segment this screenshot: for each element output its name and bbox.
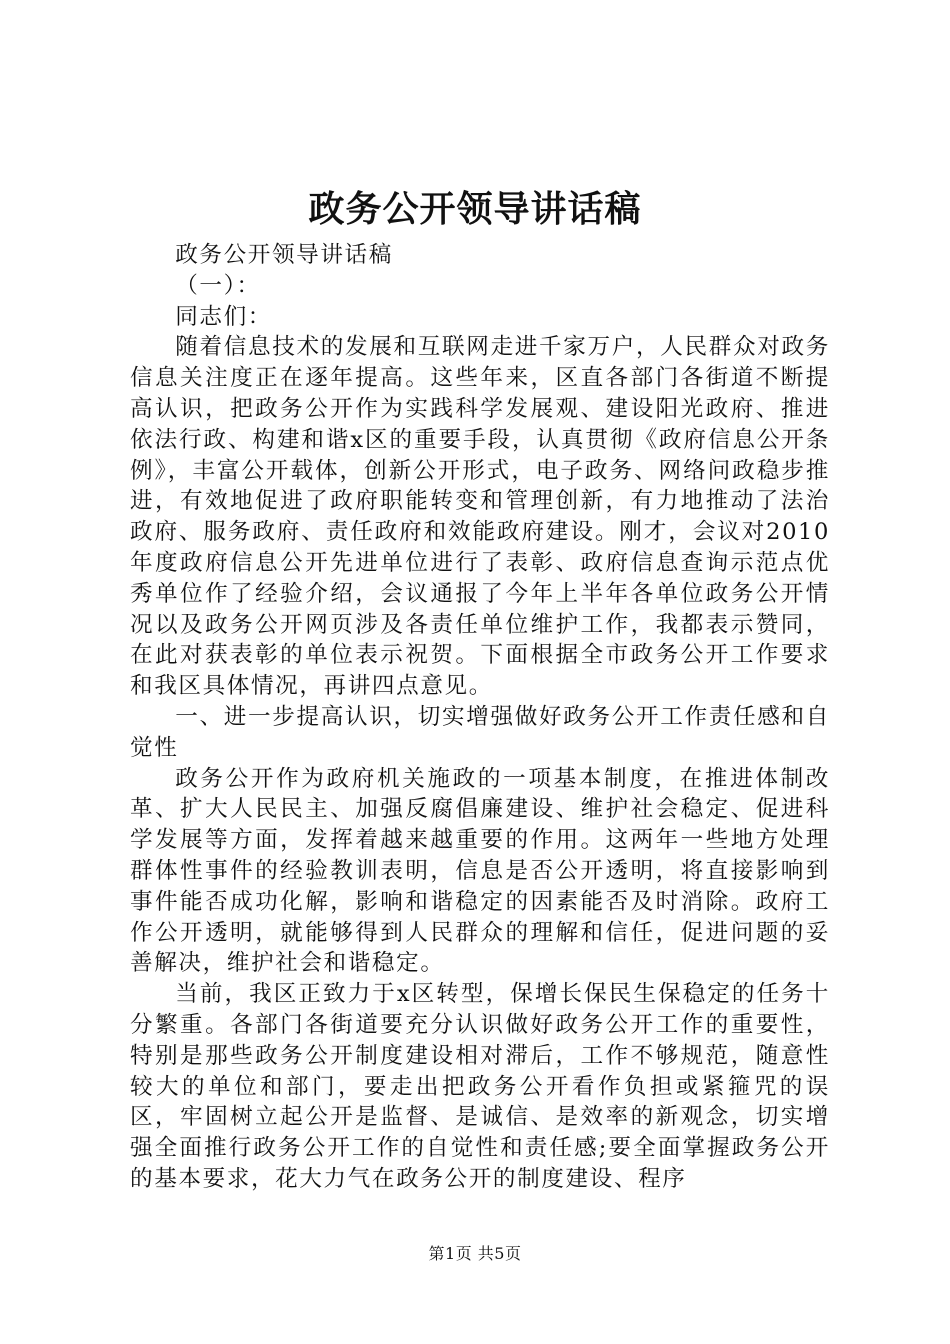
paragraph-heading-one: 一、进一步提高认识，切实增强做好政务公开工作责任感和自觉性 bbox=[130, 703, 830, 761]
paragraph-intro: 随着信息技术的发展和互联网走进千家万户，人民群众对政务信息关注度正在逐年提高。这些年来，区直各部门各街道不断提高认识，把政务公开作为实践科学发展观、建设阳光政府、推进依法行政、构建和谐x区的重要手段，认真贯彻《政府信息公开条例》，丰富公开载体，创新公开形式，电子政务、网络问政稳步推进，有效地促进了政府职能转变和管理创新，有力地推动了法治政府、服务政府、责任政府和效能政府建设。刚才，会议对2010年度政府信息公开先进单位进行了表彰、政府信息查询示范点优秀单位作了经验介绍，会议通报了今年上半年各单位政务公开情况以及政务公开网页涉及各责任单位维护工作，我都表示赞同，在此对获表彰的单位表示祝贺。下面根据全市政务公开工作要求和我区具体情况，再讲四点意见。 bbox=[130, 334, 830, 700]
document-title: 政务公开领导讲话稿 bbox=[308, 188, 642, 230]
paragraph-section-number: （一）： bbox=[175, 272, 261, 299]
paragraph-body-1: 政务公开作为政府机关施政的一项基本制度，在推进体制改革、扩大人民民主、加强反腐倡廉建设、维护社会稳定、促进科学发展等方面，发挥着越来越重要的作用。这两年一些地方处理群体性事件的经验教训表明，信息是否公开透明，将直接影响到事件能否成功化解，影响和谐稳定的因素能否及时消除。政府工作公开透明，就能够得到人民群众的理解和信任，促进问题的妥善解决，维护社会和谐稳定。 bbox=[130, 765, 830, 977]
paragraph-subtitle: 政务公开领导讲话稿 bbox=[175, 242, 393, 268]
page-footer: 第1页 共5页 bbox=[428, 1244, 522, 1263]
paragraph-salutation: 同志们： bbox=[175, 303, 272, 330]
document-body bbox=[130, 240, 830, 1195]
paragraph-body-2: 当前，我区正致力于x区转型，保增长保民生保稳定的任务十分繁重。各部门各街道要充分认识做好政务公开工作的重要性，特别是那些政务公开制度建设相对滞后，工作不够规范，随意性较大的单位和部门，要走出把政务公开看作负担或紧箍咒的误区，牢固树立起公开是监督、是诚信、是效率的新观念，切实增强全面推行政务公开工作的自觉性和责任感;要全面掌握政务公开的基本要求，花大力气在政务公开的制度建设、程序 bbox=[130, 981, 830, 1192]
